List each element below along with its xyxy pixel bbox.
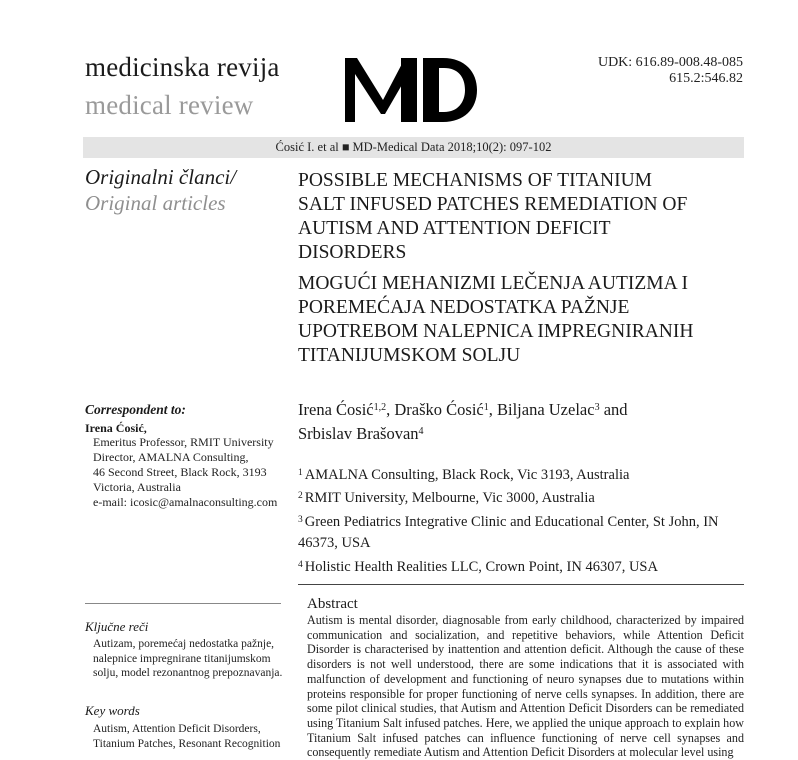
affiliation-item — [298, 463, 743, 486]
keywords-local-text: Autizam, poremećaj nedostatka pažnje, nalepnice impregnirane titanijumskom solju, model rezonantnog prepoznavanja. — [93, 638, 283, 679]
section-label-en: Original articles — [85, 191, 226, 215]
title-line: MOGUĆI MEHANIZMI LEČENJA AUTIZMA I — [298, 273, 688, 294]
affiliation-text: RMIT University, Melbourne, Vic 3000, Australia — [304, 490, 595, 507]
keywords-en-heading: Key words — [85, 703, 140, 718]
affiliation-text: Green Pediatrics Integrative Clinic and Educational Center, St John, IN 46373, USA — [298, 513, 719, 552]
affiliation-number: 2 — [298, 491, 303, 502]
title-line: SALT INFUSED PATCHES REMEDIATION OF — [298, 194, 688, 215]
abstract-text: Autism is mental disorder, diagnosable from early childhood, characterized by impaired communication and socialization, and repetitive behaviors, while Attention Deficit Disorder is characterised by inattention and attention deficit. Although the cause of these disorders is not well understood, there are some indications that it is associated with malfunction of development and functioning of neuro synapses due to mutations within proteins responsible for proper functioning of nerve cells synapses. In addition, there are some pilot clinical studies, that Autism and Attention Deficit Disorders can be remediated using Titanium Salt infused patches. Here, we applied the unique approach to explain how Titanium Salt infused patches can influence functioning of nerve cell synapses and consequently remediate Autism and Attention Deficit Disorders at molecular level using — [307, 613, 744, 760]
author-name: Irena Ćosić — [298, 400, 374, 419]
title-line: UPOTREBOM NALEPNICA IMPREGNIRANIH — [298, 321, 694, 342]
title-line: DISORDERS — [298, 242, 407, 263]
keywords-en-text: Autism, Attention Deficit Disorders, Titanium Patches, Resonant Recognition — [93, 723, 281, 750]
correspondent-address — [93, 435, 277, 510]
author-affiliation-sup: 1 — [483, 402, 489, 413]
udc-code — [598, 55, 743, 87]
address-line: 46 Second Street, Black Rock, 3193 — [93, 465, 267, 479]
citation-bar — [83, 137, 744, 158]
abstract-heading: Abstract — [307, 596, 358, 612]
title-line: POREMEĆAJA NEDOSTATKA PAŽNJE — [298, 297, 630, 318]
address-line: Emeritus Professor, RMIT University — [93, 435, 274, 449]
title-line: AUTISM AND ATTENTION DEFICIT — [298, 218, 611, 239]
correspondent-email: e-mail: icosic@amalnaconsulting.com — [93, 495, 278, 509]
section-divider — [298, 584, 744, 585]
article-title-local — [298, 272, 748, 368]
affiliation-number: 3 — [298, 514, 303, 525]
section-label-local: Originalni članci/ — [85, 165, 237, 189]
and-word: and — [603, 400, 628, 419]
address-line: Director, AMALNA Consulting, — [93, 450, 249, 464]
title-line: TITANIJUMSKOM SOLJU — [298, 345, 521, 366]
affiliation-item — [298, 555, 743, 578]
correspondent-name: Irena Ćosić, — [85, 421, 147, 435]
author-affiliation-sup: 4 — [418, 426, 424, 437]
affiliation-text: Holistic Health Realities LLC, Crown Point, IN 46307, USA — [304, 558, 658, 575]
md-logo — [343, 52, 478, 124]
author-list: Irena Ćosić$^{1,2}$, Draško Ćosić$^1$, Biljana Uzelac$^3$ and Srbislav Brašovan$^4$ — [298, 400, 628, 443]
journal-name-en: medical review — [85, 90, 254, 120]
author-name: Srbislav Brašovan — [298, 424, 419, 443]
affiliation-number: 4 — [298, 559, 303, 570]
affiliation-number: 1 — [298, 468, 303, 478]
author-affiliation-sup: 1,2 — [373, 402, 387, 413]
citation-text: Ćosić I. et al ■ MD-Medical Data 2018;10(2): 097-102 — [275, 140, 552, 154]
affiliation-list — [298, 463, 743, 578]
affiliation-item — [298, 486, 743, 509]
keywords-local-heading: Ključne reči — [85, 619, 149, 634]
author-name: Draško Ćosić — [394, 400, 484, 419]
affiliation-item — [298, 510, 743, 555]
journal-name-local: medicinska revija — [85, 52, 280, 82]
author-name: Biljana Uzelac — [496, 400, 595, 419]
sidebar-divider — [85, 603, 281, 604]
udc-line-2: 615.2:546.82 — [669, 71, 743, 86]
affiliation-text: AMALNA Consulting, Black Rock, Vic 3193, Australia — [304, 467, 630, 483]
title-line: POSSIBLE MECHANISMS OF TITANIUM — [298, 170, 652, 191]
udc-line-1: UDK: 616.89-008.48-085 — [597, 55, 743, 70]
author-affiliation-sup: 3 — [594, 402, 600, 413]
address-line: Victoria, Australia — [93, 480, 181, 494]
correspondent-heading: Correspondent to: — [85, 402, 186, 417]
article-title-en — [298, 169, 748, 265]
